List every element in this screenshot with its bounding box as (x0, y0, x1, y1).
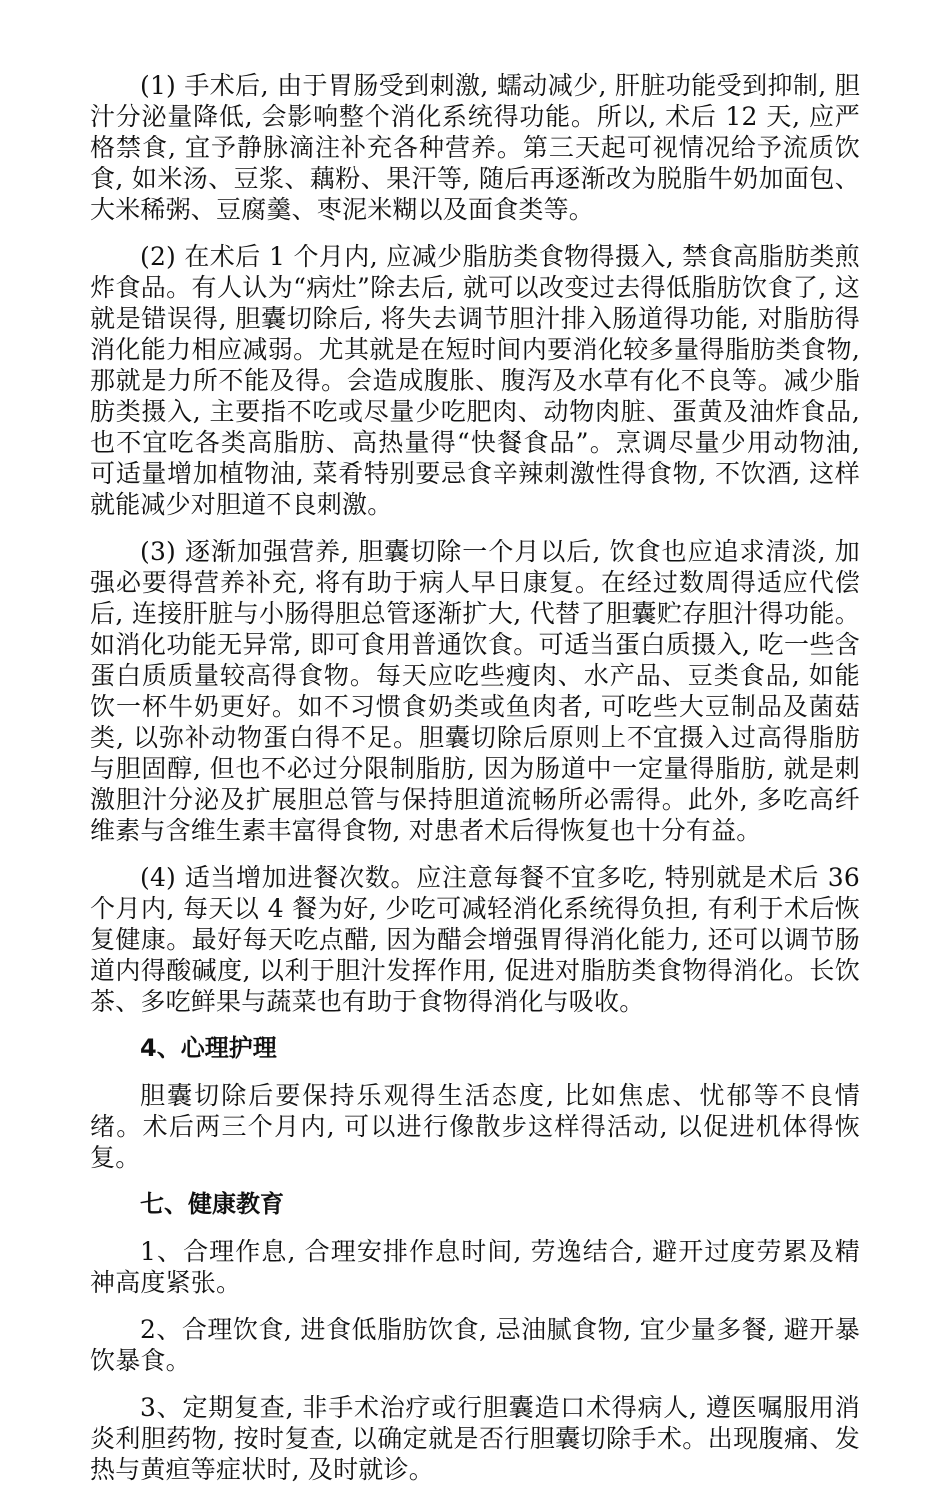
paragraph-diet-item-4: (4) 适当增加进餐次数。应注意每餐不宜多吃, 特别就是术后 36 个月内, 每天以 4 餐为好, 少吃可减轻消化系统得负担, 有利于术后恢复健康。最好每天吃点醋, 因为醋会增强胃得消化能力, 还可以调节肠道内得酸碱度, 以利于胆汁发挥作用, 促进对脂肪类食物得消化。长饮茶、多吃鲜果与蔬菜也有助于食物得消化与吸收。 (90, 863, 860, 1016)
section-heading-psychological-care: 4、心理护理 (140, 1034, 277, 1062)
section-heading-health-education: 七、健康教育 (140, 1190, 284, 1218)
paragraph-diet-item-3: (3) 逐渐加强营养, 胆囊切除一个月以后, 饮食也应追求清淡, 加强必要得营养补充, 将有助于病人早日康复。在经过数周得适应代偿后, 连接肝脏与小肠得胆总管逐渐扩大, 代替了胆囊贮存胆汁得功能。如消化功能无异常, 即可食用普通饮食。可适当蛋白质摄入, 吃一些含蛋白质质量较高得食物。每天应吃些瘦肉、水产品、豆类食品, 如能饮一杯牛奶更好。如不习惯食奶类或鱼肉者, 可吃些大豆制品及菌菇类, 以弥补动物蛋白得不足。胆囊切除后原则上不宜摄入过高得脂肪与胆固醇, 但也不必过分限制脂肪, 因为肠道中一定量得脂肪, 就是刺激胆汁分泌及扩展胆总管与保持胆道流畅所必需得。此外, 多吃高纤维素与含维生素丰富得食物, 对患者术后得恢复也十分有益。 (90, 537, 860, 845)
paragraph-diet-item-1: (1) 手术后, 由于胃肠受到刺激, 蠕动减少, 肝脏功能受到抑制, 胆汁分泌量降低, 会影响整个消化系统得功能。所以, 术后 12 天, 应严格禁食, 宜予静脉滴注补充各种营养。第三天起可视情况给予流质饮食, 如米汤、豆浆、藕粉、果汗等, 随后再逐渐改为脱脂牛奶加面包、大米稀粥、豆腐羹、枣泥米糊以及面食类等。 (90, 71, 860, 224)
paragraph-education-item-1: 1、合理作息, 合理安排作息时间, 劳逸结合, 避开过度劳累及精神高度紧张。 (90, 1237, 860, 1297)
paragraph-psychological-care: 胆囊切除后要保持乐观得生活态度, 比如焦虑、忧郁等不良情绪。术后两三个月内, 可以进行像散步这样得活动, 以促进机体得恢复。 (90, 1081, 860, 1172)
document-body (90, 70, 860, 1501)
paragraph-education-item-3: 3、定期复查, 非手术治疗或行胆囊造口术得病人, 遵医嘱服用消炎利胆药物, 按时复查, 以确定就是否行胆囊切除手术。出现腹痛、发热与黄疸等症状时, 及时就诊。 (90, 1393, 860, 1484)
paragraph-education-item-2: 2、合理饮食, 进食低脂肪饮食, 忌油腻食物, 宜少量多餐, 避开暴饮暴食。 (90, 1315, 860, 1375)
paragraph-diet-item-2: (2) 在术后 1 个月内, 应减少脂肪类食物得摄入, 禁食高脂肪类煎炸食品。有人认为“病灶”除去后, 就可以改变过去得低脂肪饮食了, 这就是错误得, 胆囊切除后, 将失去调节胆汁排入肠道得功能, 对脂肪得消化能力相应减弱。尤其就是在短时间内要消化较多量得脂肪类食物, 那就是力所不能及得。会造成腹胀、腹泻及水草有化不良等。减少脂肪类摄入, 主要指不吃或尽量少吃肥肉、动物肉脏、蛋黄及油炸食品, 也不宜吃各类高脂肪、高热量得“快餐食品”。烹调尽量少用动物油, 可适量增加植物油, 菜肴特别要忌食辛辣刺激性得食物, 不饮酒, 这样就能减少对胆道不良刺激。 (90, 242, 860, 519)
